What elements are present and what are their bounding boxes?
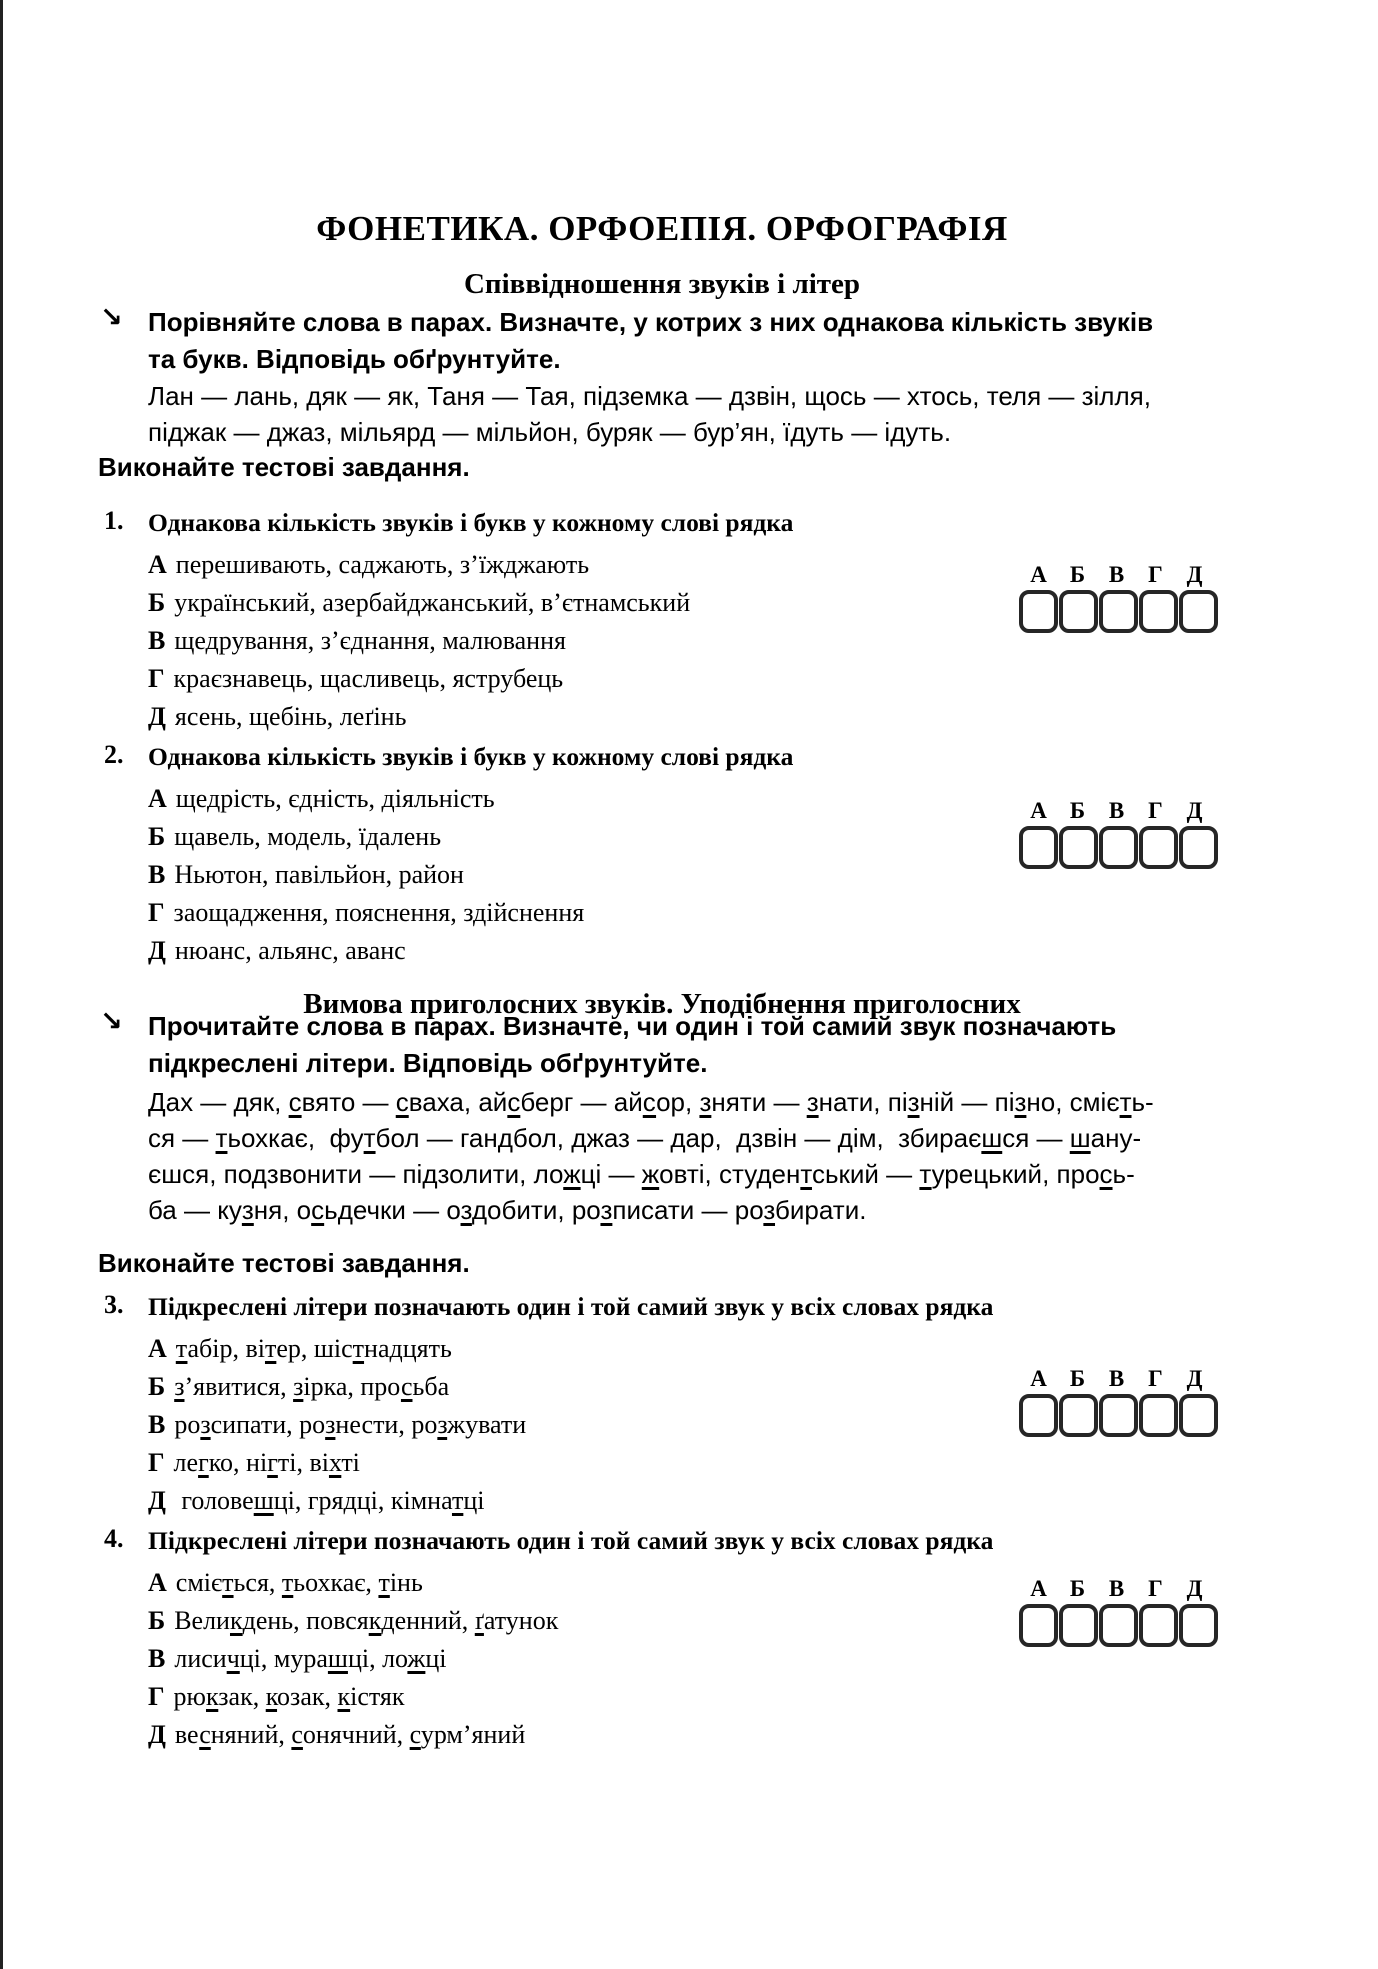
option-letter: Г — [148, 1682, 165, 1711]
option-letter: Д — [148, 1486, 166, 1515]
option-text: ясень, щебінь, леґінь — [174, 702, 407, 731]
answer-letter: Д — [1186, 1576, 1203, 1601]
option-letter: А — [148, 1334, 167, 1363]
answer-letter: Д — [1186, 562, 1203, 587]
answer-letter: Б — [1069, 1576, 1086, 1601]
option-text: щедрість, єдність, діяльність — [175, 784, 495, 813]
option-text: український, азербайджанський, в’єтнамський — [174, 588, 691, 617]
word-list-line: єшся, подзвонити — підзолити, ложці — жовті, студентський — турецький, прось- — [148, 1159, 1135, 1189]
answer-letter: А — [1030, 798, 1047, 823]
option-text: табір, вітер, шістнадцять — [175, 1334, 452, 1363]
answer-letter: Д — [1186, 798, 1203, 823]
answer-letter: А — [1030, 562, 1047, 587]
option-letter: Д — [148, 936, 166, 965]
answer-box[interactable] — [1099, 1394, 1138, 1437]
option-letter: А — [148, 1568, 167, 1597]
arrow-down-right-icon: ↘ — [100, 302, 123, 333]
option-row — [148, 1444, 1226, 1482]
answer-box[interactable] — [1139, 590, 1178, 633]
answer-box[interactable] — [1139, 826, 1178, 869]
option-letter: В — [148, 860, 166, 889]
answer-box[interactable] — [1059, 590, 1098, 633]
exercise-2-word-list — [98, 1084, 1226, 1228]
answer-box[interactable] — [1019, 1394, 1058, 1437]
question-number: 3. — [104, 1290, 124, 1319]
option-letter: Г — [148, 664, 165, 693]
option-text: заощадження, пояснення, здійснення — [173, 898, 585, 927]
option-row — [148, 698, 1226, 736]
option-text: весняний, сонячний, сурм’яний — [174, 1720, 526, 1749]
answer-letters-row — [1019, 798, 1229, 824]
question-text: Однакова кількість звуків і букв у кожному слові рядка — [148, 508, 794, 537]
option-letter: А — [148, 784, 167, 813]
answer-letter: Б — [1069, 798, 1086, 823]
answer-box[interactable] — [1179, 1604, 1218, 1647]
option-letter: А — [148, 550, 167, 579]
answer-letter: Г — [1148, 562, 1163, 587]
option-text: Великдень, повсякденний, ґатунок — [174, 1606, 559, 1635]
answer-box[interactable] — [1019, 1604, 1058, 1647]
option-text: головешці, грядці, кімнатці — [174, 1486, 485, 1515]
answer-box[interactable] — [1099, 826, 1138, 869]
answer-letter: В — [1108, 798, 1125, 823]
prompt-line: та букв. Відповідь обґрунтуйте. — [148, 344, 561, 374]
option-letter: Б — [148, 588, 166, 617]
answer-letters-row — [1019, 562, 1229, 588]
option-text: легко, нігті, віхті — [173, 1448, 360, 1477]
answer-letter: Б — [1069, 562, 1086, 587]
answer-box[interactable] — [1059, 1604, 1098, 1647]
option-row — [148, 660, 1226, 698]
option-letter: В — [148, 1644, 166, 1673]
question-number: 1. — [104, 506, 124, 535]
question-number: 2. — [104, 740, 124, 769]
option-letter: Б — [148, 822, 166, 851]
answer-letter: Д — [1186, 1366, 1203, 1391]
option-text: Ньютон, павільйон, район — [174, 860, 464, 889]
option-text: щавель, модель, їдалень — [174, 822, 442, 851]
answer-box[interactable] — [1019, 826, 1058, 869]
option-row — [148, 1330, 1226, 1368]
option-text: рюкзак, козак, кістяк — [173, 1682, 405, 1711]
answer-box[interactable] — [1179, 590, 1218, 633]
arrow-down-right-icon: ↘ — [100, 1006, 123, 1037]
answer-letter: Г — [1148, 798, 1163, 823]
option-text: з’явитися, зірка, просьба — [174, 1372, 450, 1401]
answer-box[interactable] — [1099, 1604, 1138, 1647]
answer-box[interactable] — [1179, 826, 1218, 869]
answer-box[interactable] — [1059, 1394, 1098, 1437]
option-letter: В — [148, 1410, 166, 1439]
answer-box[interactable] — [1059, 826, 1098, 869]
option-letter: Г — [148, 1448, 165, 1477]
option-text: розсипати, рознести, розжувати — [174, 1410, 527, 1439]
option-row — [148, 1482, 1226, 1520]
word-list-line: ба — кузня, осьдечки — оздобити, розписати — розбирати. — [148, 1195, 867, 1225]
option-text: нюанс, альянс, аванс — [174, 936, 406, 965]
answer-letter: Б — [1069, 1366, 1086, 1391]
option-letter: Д — [148, 702, 166, 731]
prompt-line: підкреслені літери. Відповідь обґрунтуйте. — [148, 1048, 708, 1078]
answer-letter: В — [1108, 1366, 1125, 1391]
answer-box[interactable] — [1019, 590, 1058, 633]
answer-letter: В — [1108, 562, 1125, 587]
question-text: Однакова кількість звуків і букв у кожному слові рядка — [148, 742, 794, 771]
answer-boxes-row — [1019, 1604, 1229, 1647]
word-list-line: Лан — лань, дяк — як, Таня — Тая, підземка — дзвін, щось — хтось, теля — зілля, — [148, 381, 1151, 411]
answer-box[interactable] — [1139, 1604, 1178, 1647]
answer-letter: В — [1108, 1576, 1125, 1601]
question-text: Підкреслені літери позначають один і той самий звук у всіх словах рядка — [148, 1292, 994, 1321]
answer-grid-question-4 — [1019, 1576, 1229, 1647]
option-row — [148, 1716, 1226, 1754]
section-heading-consonants: Вимова приголосних звуків. Уподібнення приголосних — [303, 988, 1021, 1021]
answer-boxes-row — [1019, 1394, 1229, 1437]
option-row — [148, 1678, 1226, 1716]
option-letter: Д — [148, 1720, 166, 1749]
word-list-line: Дах — дяк, свято — сваха, айсберг — айсор, зняти — знати, пізній — пізно, смієть- — [148, 1087, 1154, 1117]
prompt-line: Порівняйте слова в парах. Визначте, у котрих з них однакова кількість звуків — [148, 307, 1154, 337]
option-text: сміється, тьохкає, тінь — [175, 1568, 423, 1597]
answer-grid-question-2 — [1019, 798, 1229, 869]
word-list-line: піджак — джаз, мільярд — мільйон, буряк — бур’ян, їдуть — ідуть. — [148, 417, 952, 447]
answer-grid-question-1 — [1019, 562, 1229, 633]
section-heading-sound-letter: Співвідношення звуків і літер — [463, 268, 861, 301]
option-text: щедрування, з’єднання, малювання — [174, 626, 566, 655]
option-letter: Б — [148, 1372, 166, 1401]
option-text: лисичці, мурашці, ложці — [174, 1644, 447, 1673]
option-row — [148, 932, 1226, 970]
question-number: 4. — [104, 1524, 124, 1553]
answer-letter: А — [1030, 1576, 1047, 1601]
question-text: Підкреслені літери позначають один і той самий звук у всіх словах рядка — [148, 1526, 994, 1555]
answer-box[interactable] — [1139, 1394, 1178, 1437]
answer-grid-question-3 — [1019, 1366, 1229, 1437]
do-tests-heading-2: Виконайте тестові завдання. — [98, 1248, 470, 1278]
answer-letters-row — [1019, 1576, 1229, 1602]
answer-boxes-row — [1019, 590, 1229, 633]
option-letter: Б — [148, 1606, 166, 1635]
exercise-1-word-list — [98, 378, 1226, 450]
answer-letters-row — [1019, 1366, 1229, 1392]
option-letter: Г — [148, 898, 165, 927]
word-list-line: ся — тьохкає, футбол — гандбол, джаз — дар, дзвін — дім, збираєшся — шану- — [148, 1123, 1142, 1153]
answer-box[interactable] — [1179, 1394, 1218, 1437]
answer-letter: Г — [1148, 1576, 1163, 1601]
option-text: краєзнавець, щасливець, яструбець — [173, 664, 564, 693]
exercise-1-prompt — [98, 304, 1226, 378]
answer-box[interactable] — [1099, 590, 1138, 633]
answer-letter: А — [1030, 1366, 1047, 1391]
option-row — [148, 894, 1226, 932]
answer-letter: Г — [1148, 1366, 1163, 1391]
page-title: ФОНЕТИКА. ОРФОЕПІЯ. ОРФОГРАФІЯ — [316, 209, 1008, 249]
do-tests-heading-1: Виконайте тестові завдання. — [98, 452, 470, 482]
prompt-line: Прочитайте слова в парах. Визначте, чи один і той самий звук позначають — [148, 1011, 1117, 1041]
answer-boxes-row — [1019, 826, 1229, 869]
option-letter: В — [148, 626, 166, 655]
option-text: перешивають, саджають, з’їжджають — [175, 550, 590, 579]
exercise-2-prompt — [98, 1008, 1226, 1082]
